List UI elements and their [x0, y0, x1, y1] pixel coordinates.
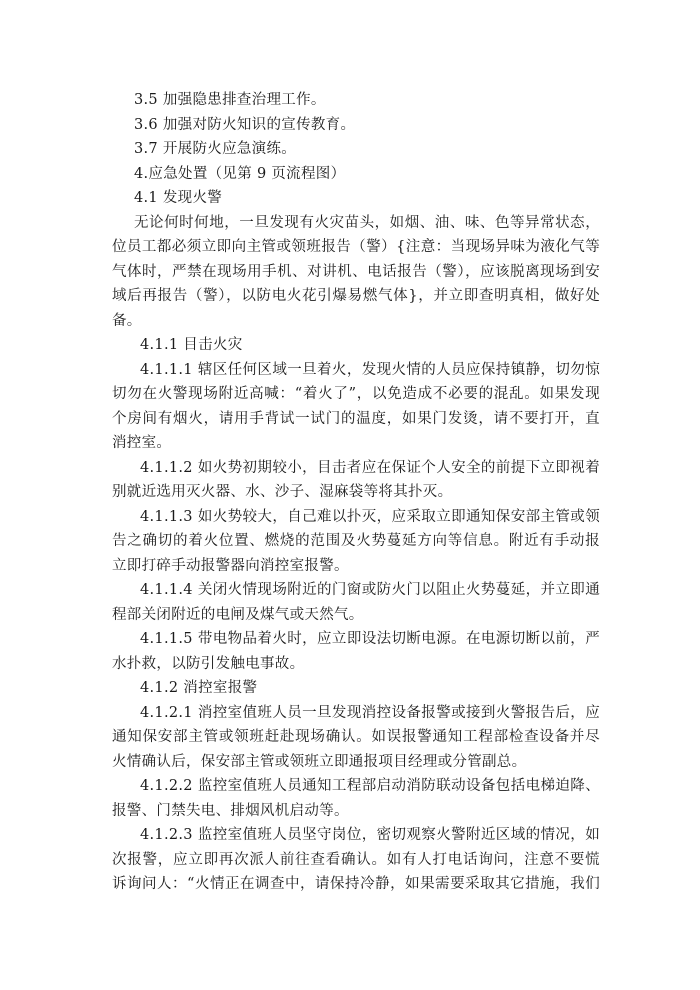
paragraph-line: 4.1.1.1 辖区任何区域一旦着火，发现火情的人员应保持镇静，切勿惊 — [140, 361, 600, 378]
paragraph-line: 通知保安部主管或领班赶赴现场确认。如误报警通知工程部检查设备并尽 — [112, 729, 600, 745]
paragraph-line: 诉询问人：“火情正在调查中，请保持冷静，如果需要采取其它措施，我们 — [112, 876, 600, 892]
section-4-heading: 4.应急处置（见第 9 页流程图） — [134, 165, 346, 182]
section-4-1-1-heading: 4.1.1 目击火灾 — [140, 337, 243, 353]
paragraph-line: 水扑救，以防引发触电事故。 — [112, 655, 305, 672]
section-3-7: 3.7 开展防火应急演练。 — [134, 141, 297, 157]
paragraph-line: 4.1.1.2 如火势初期较小，目击者应在保证个人安全的前提下立即视着 — [140, 459, 600, 476]
paragraph-line: 切勿在火警现场附近高喊：“着火了”，以免造成不必要的混乱。如果发现 — [112, 386, 600, 402]
paragraph-line: 4.1.1.5 带电物品着火时，应立即设法切断电源。在电源切断以前，严 — [140, 631, 600, 647]
paragraph-line: 位员工都必须立即向主管或领班报告（警）{注意：当现场异味为液化气等 — [112, 239, 600, 255]
paragraph-line: 立即打碎手动报警器向消控室报警。 — [112, 557, 349, 574]
paragraph-line: 报警、门禁失电、排烟风机启动等。 — [112, 802, 349, 819]
document-body — [112, 88, 600, 897]
paragraph-line: 气体时，严禁在现场用手机、对讲机、电话报告（警），应该脱离现场到安 — [112, 263, 600, 280]
paragraph-line: 4.1.2.2 监控室值班人员通知工程部启动消防联动设备包括电梯迫降、 — [140, 778, 600, 794]
paragraph-line: 域后再报告（警），以防电火花引爆易燃气体}，并立即查明真相，做好处 — [112, 288, 600, 304]
paragraph-line: 消控室。 — [112, 435, 172, 451]
paragraph-line: 4.1.2.3 监控室值班人员坚守岗位，密切观察火警附近区域的情况，如 — [140, 827, 600, 843]
section-3-6: 3.6 加强对防火知识的宣传教育。 — [134, 116, 356, 133]
section-4-1-heading: 4.1 发现火警 — [134, 190, 223, 206]
paragraph-line: 火情确认后，保安部主管或领班立即通报项目经理或分管副总。 — [112, 753, 527, 770]
section-4-1-2-heading: 4.1.2 消控室报警 — [140, 680, 258, 696]
section-3-5: 3.5 加强隐患排查治理工作。 — [134, 92, 326, 108]
paragraph-line: 4.1.1.4 关闭火情现场附近的门窗或防火门以阻止火势蔓延，并立即通 — [140, 582, 600, 598]
paragraph-line: 4.1.2.1 消控室值班人员一旦发现消控设备报警或接到火警报告后，应 — [140, 704, 600, 721]
paragraph-line: 告之确切的着火位置、燃烧的范围及火势蔓延方向等信息。附近有手动报 — [112, 533, 600, 549]
paragraph-line: 别就近选用灭火器、水、沙子、湿麻袋等将其扑灭。 — [112, 484, 453, 500]
paragraph-line: 次报警，应立即再次派人前往查看确认。如有人打电话询问，注意不要慌 — [112, 851, 600, 868]
paragraph-line: 程部关闭附近的电闸及煤气或天然气。 — [112, 606, 364, 623]
paragraph-line: 4.1.1.3 如火势较大，自己难以扑灭，应采取立即通知保安部主管或领 — [140, 508, 600, 525]
paragraph-line: 个房间有烟火，请用手背试一试门的温度，如果门发烫，请不要打开，直 — [112, 410, 600, 427]
paragraph-line: 无论何时何地，一旦发现有火灾苗头，如烟、油、味、色等异常状态， — [134, 214, 600, 231]
paragraph-line: 备。 — [112, 312, 142, 329]
